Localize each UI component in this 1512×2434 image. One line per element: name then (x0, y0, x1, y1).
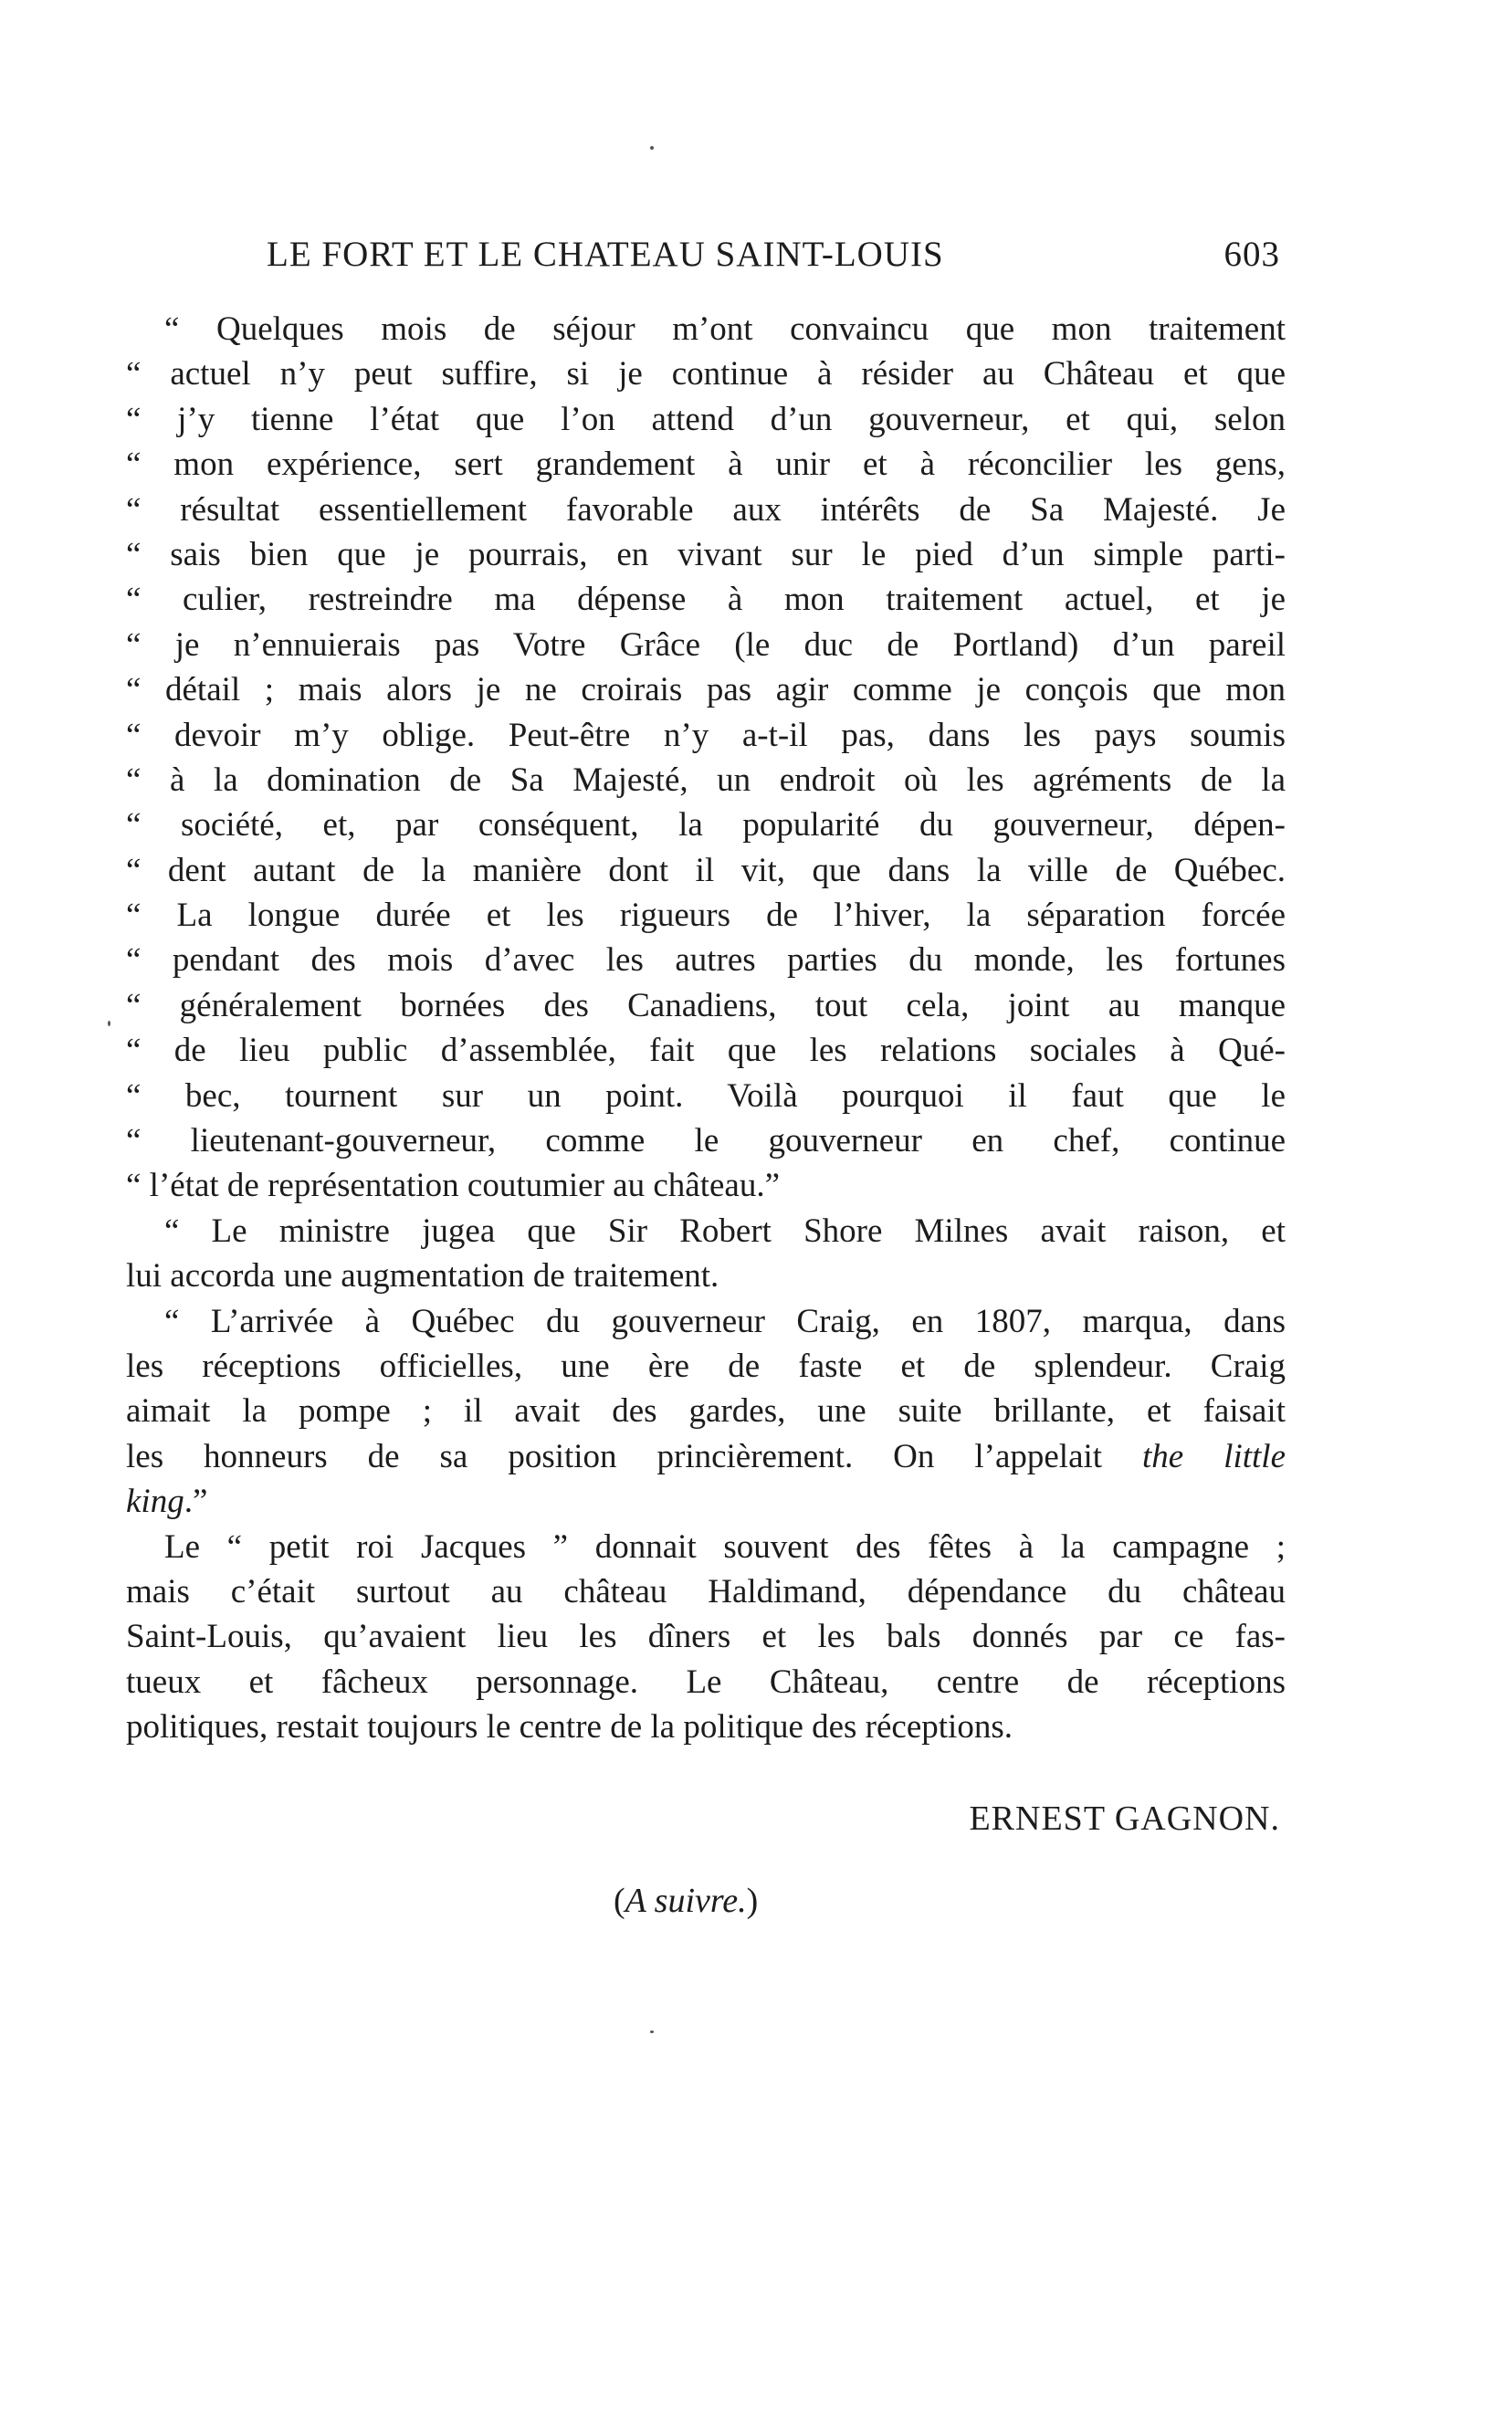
text-line (126, 1344, 1286, 1389)
running-title: LE FORT ET LE CHATEAU SAINT-LOUIS (267, 235, 944, 274)
text-line-content: aimait la pompe ; il avait des gardes, une suite brillante, et faisait (126, 1392, 1286, 1431)
text-line (126, 1389, 1286, 1433)
italic-phrase: the little (1142, 1437, 1286, 1475)
text-line-content: “ résultat essentiellement favorable aux intérêts de Sa Majesté. Je (126, 490, 1286, 529)
text-line-content: “ bec, tournent sur un point. Voilà pourquoi il faut que le (126, 1076, 1286, 1115)
text-line-content: les honneurs de sa position princièrement. On l’appelait (126, 1437, 1143, 1475)
text-line (126, 1569, 1286, 1614)
body-text (126, 307, 1286, 1750)
text-line (126, 1074, 1286, 1118)
text-line-content: “ lieutenant-gouverneur, comme le gouverneur en chef, continue (126, 1122, 1286, 1160)
text-line-content: “ pendant des mois d’avec les autres parties du monde, les fortunes (126, 941, 1286, 980)
text-line (126, 803, 1286, 847)
text-line (126, 1028, 1286, 1073)
text-line (126, 713, 1286, 758)
page-header (267, 234, 1280, 289)
text-line-tail: .” (184, 1483, 208, 1521)
continuation-open: ( (614, 1882, 625, 1920)
text-line-content: politiques, restait toujours le centre de la politique des réceptions. (126, 1708, 1013, 1747)
text-line (126, 1254, 1286, 1298)
text-line-content: “ détail ; mais alors je ne croirais pas agir comme je conçois que mon (126, 671, 1286, 709)
text-line (126, 1118, 1286, 1163)
text-line (126, 848, 1286, 893)
print-speck (650, 2030, 654, 2033)
continuation-note (614, 1881, 758, 1921)
print-speck (650, 146, 654, 150)
text-line (126, 758, 1286, 803)
text-line (126, 1434, 1286, 1479)
text-line (126, 1614, 1286, 1659)
text-line (126, 983, 1286, 1028)
text-line (126, 623, 1286, 667)
text-line (126, 397, 1286, 442)
text-line-content: “ L’arrivée à Québec du gouverneur Craig, en 1807, marqua, dans (164, 1302, 1286, 1340)
text-line (126, 1209, 1286, 1254)
text-line-content: “ Le ministre jugea que Sir Robert Shore Milnes avait raison, et (164, 1212, 1286, 1250)
text-line-content: “ La longue durée et les rigueurs de l’hiver, la séparation forcée (126, 897, 1286, 935)
text-line (126, 442, 1286, 487)
text-line-content: “ sais bien que je pourrais, en vivant sur le pied d’un simple parti- (126, 535, 1286, 573)
text-line-content: “ société, et, par conséquent, la popularité du gouverneur, dépen- (126, 806, 1286, 845)
text-line (126, 1479, 1286, 1524)
text-line-content: “ je n’ennuierais pas Votre Grâce (le duc de Portland) d’un pareil (126, 625, 1286, 664)
text-line (126, 938, 1286, 982)
text-line (126, 577, 1286, 622)
text-line (126, 893, 1286, 938)
text-line (126, 667, 1286, 712)
text-line (126, 1163, 1286, 1208)
print-speck (108, 1021, 110, 1026)
text-line (126, 1299, 1286, 1344)
italic-phrase: king (126, 1483, 184, 1521)
text-line-content: les réceptions officielles, une ère de faste et de splendeur. Craig (126, 1347, 1286, 1385)
text-line-content: “ culier, restreindre ma dépense à mon traitement actuel, et je (126, 581, 1286, 619)
text-line-content: “ Quelques mois de séjour m’ont convaincu que mon traitement (164, 310, 1286, 348)
text-line-content: “ dent autant de la manière dont il vit, que dans la ville de Québec. (126, 851, 1286, 889)
text-line-content: Le “ petit roi Jacques ” donnait souvent des fêtes à la campagne ; (164, 1527, 1286, 1566)
text-line (126, 488, 1286, 532)
text-line (126, 307, 1286, 351)
text-line-content: “ généralement bornées des Canadiens, tout cela, joint au manque (126, 986, 1286, 1024)
text-line-content: “ j’y tienne l’état que l’on attend d’un gouverneur, et qui, selon (126, 400, 1286, 438)
text-line-content: “ de lieu public d’assemblée, fait que les relations sociales à Qué- (126, 1032, 1286, 1070)
text-line-content: “ à la domination de Sa Majesté, un endroit où les agréments de la (126, 761, 1286, 799)
text-line-content: Saint-Louis, qu’avaient lieu les dîners et les bals donnés par ce fas- (126, 1618, 1286, 1656)
text-line-content: “ actuel n’y peut suffire, si je continue à résider au Château et que (126, 355, 1286, 393)
text-line-content: tueux et fâcheux personnage. Le Château, centre de réceptions (126, 1663, 1286, 1701)
text-line (126, 1525, 1286, 1569)
continuation-text: A suivre. (625, 1882, 747, 1920)
text-line (126, 532, 1286, 577)
continuation-close: ) (746, 1882, 759, 1920)
text-line-content: mais c’était surtout au château Haldimand, dépendance du château (126, 1572, 1286, 1610)
text-line (126, 1660, 1286, 1705)
text-line-content: “ l’état de représentation coutumier au château.” (126, 1167, 780, 1205)
author-signature: ERNEST GAGNON. (969, 1799, 1280, 1838)
page-number: 603 (1223, 235, 1280, 274)
text-line (126, 351, 1286, 396)
text-line-content: “ devoir m’y oblige. Peut-être n’y a-t-il pas, dans les pays soumis (126, 716, 1286, 754)
text-line (126, 1705, 1286, 1749)
text-line-content: “ mon expérience, sert grandement à unir et à réconcilier les gens, (126, 446, 1286, 484)
text-line-content: lui accorda une augmentation de traitement. (126, 1257, 719, 1296)
